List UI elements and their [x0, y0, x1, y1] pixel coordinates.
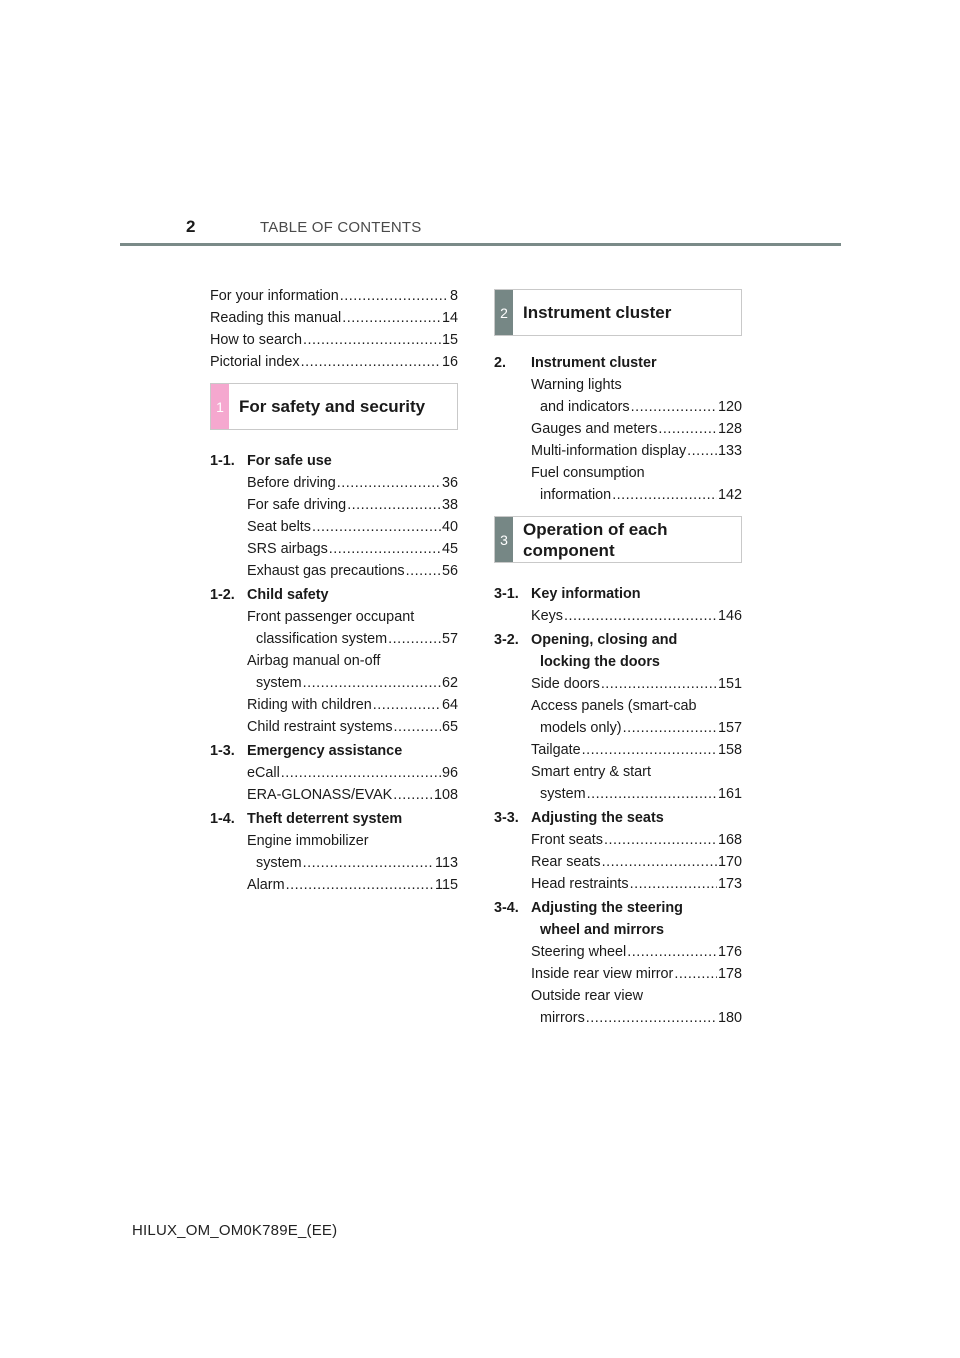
chapter-tab-3: 3	[495, 517, 513, 562]
toc-entry-your-information[interactable]: For your information ..... 8	[210, 285, 458, 307]
toc-entry-safe-driving[interactable]: For safe driving ..... 38	[210, 494, 458, 516]
section-2: 2. Instrument cluster	[494, 355, 657, 371]
section-3-1: 3-1. Key information	[494, 586, 641, 602]
toc-entry-how-to-search[interactable]: How to search ..... 15	[210, 329, 458, 351]
section-3-3: 3-3. Adjusting the seats	[494, 810, 664, 826]
toc-entry-outside-mirrors[interactable]: Outside rear view mirrors ..... 180	[494, 985, 742, 1029]
toc-entry-front-passenger[interactable]: Front passenger occupant classification system ..... 57	[210, 606, 458, 650]
page-number: 2	[186, 217, 196, 236]
toc-entry-steering-wheel[interactable]: Steering wheel ..... 176	[494, 941, 742, 963]
toc-left-column	[210, 285, 458, 896]
toc-entry-rear-seats[interactable]: Rear seats ..... 170	[494, 851, 742, 873]
chapter-1-header[interactable]	[210, 383, 458, 430]
chapter-3-header[interactable]	[494, 516, 742, 563]
toc-entry-seat-belts[interactable]: Seat belts ..... 40	[210, 516, 458, 538]
chapter-2-header[interactable]	[494, 289, 742, 336]
toc-entry-tailgate[interactable]: Tailgate ..... 158	[494, 739, 742, 761]
toc-right-column	[494, 289, 742, 1029]
toc-entry-reading-manual[interactable]: Reading this manual ..... 14	[210, 307, 458, 329]
toc-entry-riding-children[interactable]: Riding with children ..... 64	[210, 694, 458, 716]
document-code: HILUX_OM_OM0K789E_(EE)	[132, 1222, 338, 1239]
toc-entry-ecall[interactable]: eCall ..... 96	[210, 762, 458, 784]
toc-entry-head-restraints[interactable]: Head restraints ..... 173	[494, 873, 742, 895]
toc-entry-multi-info[interactable]: Multi-information display ..... 133	[494, 440, 742, 462]
chapter-title: Operation of each component	[523, 519, 668, 560]
chapter-tab-2: 2	[495, 290, 513, 335]
toc-entry-keys[interactable]: Keys ..... 146	[494, 605, 742, 627]
toc-entry-alarm[interactable]: Alarm ..... 115	[210, 874, 458, 896]
section-1-4: 1-4. Theft deterrent system	[210, 811, 403, 827]
chapter-title: For safety and security	[239, 397, 426, 416]
toc-entry-inside-mirror[interactable]: Inside rear view mirror ..... 178	[494, 963, 742, 985]
section-1-2: 1-2. Child safety	[210, 587, 329, 603]
toc-entry-gauges[interactable]: Gauges and meters ..... 128	[494, 418, 742, 440]
toc-entry-side-doors[interactable]: Side doors ..... 151	[494, 673, 742, 695]
section-3-4: 3-4. Adjusting the steering wheel and mirrors	[494, 900, 683, 938]
toc-entry-smart-entry[interactable]: Smart entry & start system ..... 161	[494, 761, 742, 805]
toc-entry-exhaust[interactable]: Exhaust gas precautions ..... 56	[210, 560, 458, 582]
toc-entry-pictorial-index[interactable]: Pictorial index ..... 16	[210, 351, 458, 373]
running-title: TABLE OF CONTENTS	[260, 219, 422, 236]
toc-entry-child-restraint[interactable]: Child restraint systems ..... 65	[210, 716, 458, 738]
chapter-title: Instrument cluster	[523, 303, 672, 322]
toc-entry-warning-lights[interactable]: Warning lights and indicators ..... 120	[494, 374, 742, 418]
toc-entry-immobilizer[interactable]: Engine immobilizer system ..... 113	[210, 830, 458, 874]
toc-entry-access-panels[interactable]: Access panels (smart-cab models only) ..... 157	[494, 695, 742, 739]
toc-entry-srs-airbags[interactable]: SRS airbags ..... 45	[210, 538, 458, 560]
toc-entry-era-glonass[interactable]: ERA-GLONASS/EVAK ..... 108	[210, 784, 458, 806]
toc-entry-front-seats[interactable]: Front seats ..... 168	[494, 829, 742, 851]
toc-entry-airbag-manual[interactable]: Airbag manual on-off system ..... 62	[210, 650, 458, 694]
section-3-2: 3-2. Opening, closing and locking the doors	[494, 632, 678, 670]
chapter-tab-1: 1	[211, 384, 229, 429]
toc-entry-before-driving[interactable]: Before driving ..... 36	[210, 472, 458, 494]
section-1-3: 1-3. Emergency assistance	[210, 743, 403, 759]
toc-entry-fuel[interactable]: Fuel consumption information ..... 142	[494, 462, 742, 506]
header-rule	[120, 243, 841, 246]
section-1-1: 1-1. For safe use	[210, 453, 332, 469]
